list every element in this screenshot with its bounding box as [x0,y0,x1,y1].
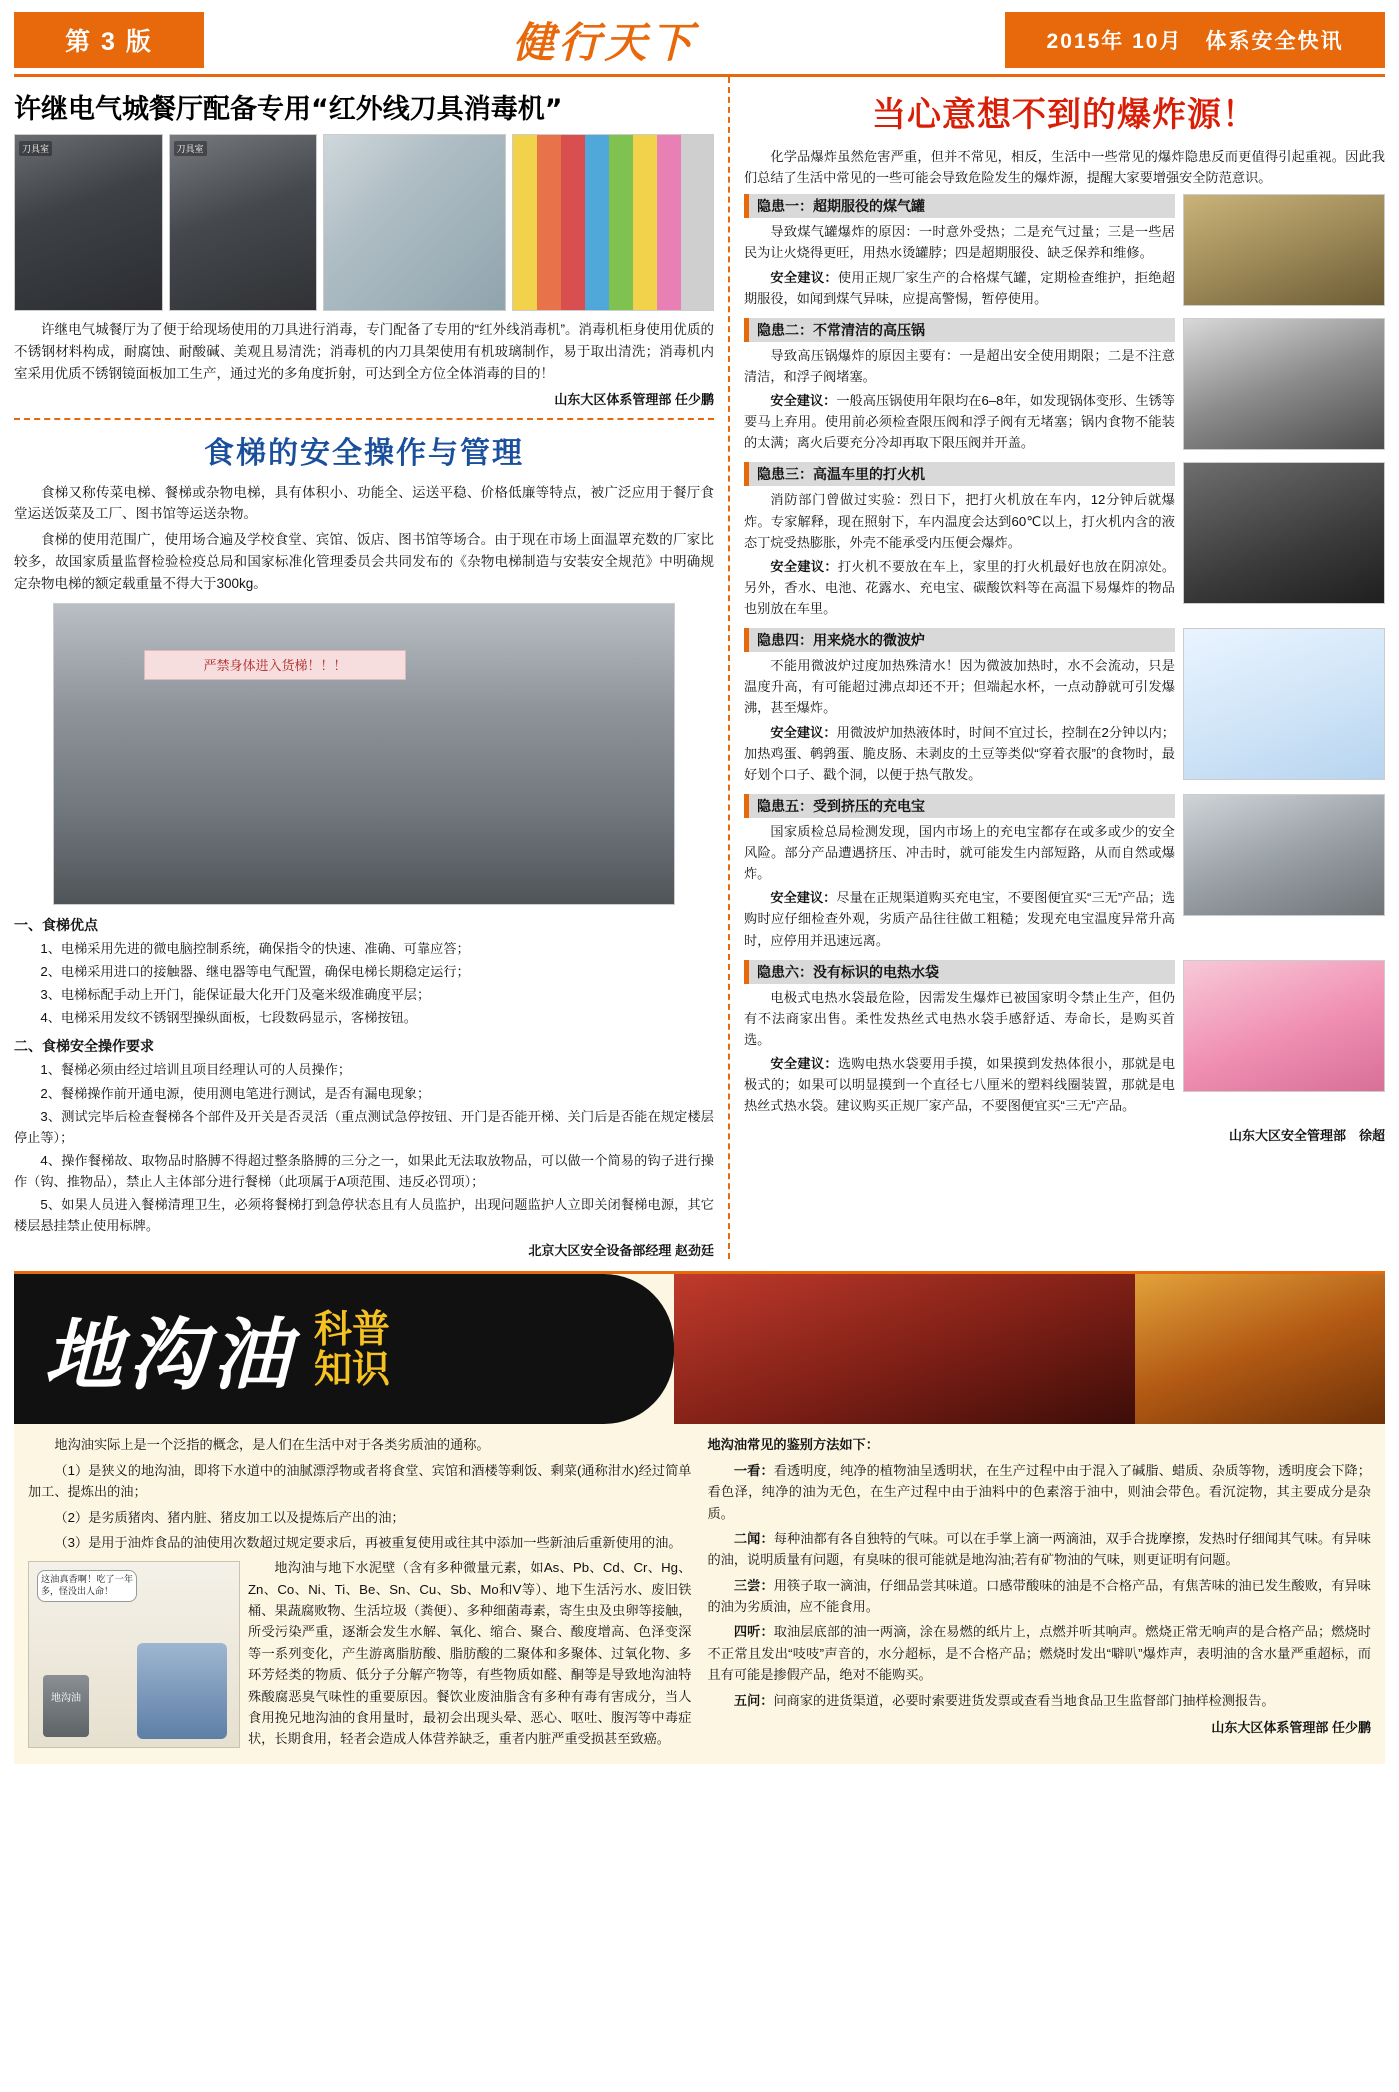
cartoon-oil-barrel: 地沟油 [43,1675,89,1737]
hazard-advice-text: 使用正规厂家生产的合格煤气罐，定期检查维护，拒绝超期服役，如闻到煤气异味，应提高警惕，暂停使用。 [744,269,1176,306]
elevator-section1-title: 一、食梯优点 [14,916,98,933]
oil-identify-item [708,1621,1372,1685]
knife-sterilizer-photo-3 [323,134,506,311]
publication-logo: 健行天下 [512,18,697,67]
knife-article-signature: 山东大区体系管理部 任少鹏 [554,391,714,407]
elevator-section1-list [14,938,714,1029]
hazard-advice-text: 尽量在正规渠道购买充电宝，不要图便宜买“三无”产品；选购时应仔细检查外观，劣质产品往往做工粗糙；发现充电宝温度异常升高时，应停用并迅速远离。 [744,890,1176,948]
masthead-logo-area [204,12,1005,68]
list-item: 2、电梯采用进口的接触器、继电器等电气配置，确保电梯长期稳定运行； [40,964,470,979]
hazard-title: 隐患六：没有标识的电热水袋 [744,960,1175,984]
hazard-advice-label: 安全建议： [770,890,837,906]
explosion-intro [744,146,1385,188]
elevator-article-signature: 北京大区安全设备部经理 赵劲廷 [528,1243,714,1259]
cartoon-speech-bubble: 这油真香啊！吃了一年多，怪没出人命！ [37,1570,137,1601]
food-elevator-photo [53,603,675,905]
hazard-block [744,194,1385,312]
hazard-advice-label: 安全建议： [770,269,838,285]
identify-text: 每种油都有各自独特的气味。可以在手掌上滴一两滴油，双手合拢摩擦，发热时仔细闻其气味。有异味的油，说明质量有问题，有臭味的很可能就是地沟油;若有矿物油的气味，则更证明有问题。 [707,1530,1371,1568]
hazard-advice [744,887,1175,950]
condiment-bottles-photo [512,134,714,311]
oil-title-small [314,1306,391,1392]
list-item: 1、餐梯必须由经过培训且项目经理认可的人员操作； [40,1062,352,1078]
list-item: 3、测试完毕后检查餐梯各个部件及开关是否灵活（重点测试急停按钮、开门是否能开梯、关门后是否能在规定楼层停止等）； [14,1108,714,1145]
identify-lead: 一看： [733,1462,774,1478]
power-bank-photo [1183,794,1385,916]
hazard-advice-text: 用微波炉加热液体时，时间不宜过长，控制在2分钟以内；加热鸡蛋、鹌鹑蛋、脆皮肠、未剥皮的土豆等类似“穿着衣服”的食物时，最好划个口子、戳个洞，以便于热气散发。 [744,724,1175,782]
oil-title-small-line2: 知识 [314,1346,391,1392]
hazard-block [744,318,1385,457]
hazard-body [744,987,1175,1117]
explosion-intro-paragraph: 化学品爆炸虽然危害严重，但并不常见，相反，生活中一些常见的爆炸隐患反而更值得引起重视。因此我们总结了生活中常见的一些可能会导致危险发生的爆炸源，提醒大家要增强安全防范意识。 [744,149,1385,186]
identify-text: 看透明度，纯净的植物油呈透明状，在生产过程中由于混入了碱脂、蜡质、杂质等物，透明度会下降；看色泽，纯净的油为无色，在生产过程中由于油料中的色素溶于油中，则油会带色。看沉淀物，其主要成分是杂质。 [707,1462,1371,1521]
hazard-body [744,345,1175,454]
oil-banner [14,1274,1385,1424]
hazard-advice [744,722,1175,785]
elevator-intro [14,482,714,595]
knife-sterilizer-photo-2 [169,134,318,311]
identify-lead: 五问： [733,1692,774,1708]
issue-label: 2015年 10月 体系安全快讯 [1005,12,1385,68]
hazard-cause: 消防部门曾做过实验：烈日下，把打火机放在车内，12分钟后就爆炸。专家解释，现在照射下，车内温度会达到60℃以上，打火机内含的液态丁烷受热膨胀，外壳不能承受内压便会爆炸。 [744,492,1175,550]
section-divider [14,418,714,420]
cartoon-inspectors [137,1643,227,1739]
explosion-article-headline: 当心意想不到的爆炸源！ [872,95,1257,135]
hazard-cause: 导致煤气罐爆炸的原因：一时意外受热；二是充气过量；三是一些居民为让火烧得更旺，用热水烫罐脖；四是超期服役、缺乏保养和维修。 [744,224,1175,261]
oil-pouring-photo [1135,1274,1385,1424]
knife-article-paragraph: 许继电气城餐厅为了便于给现场使用的刀具进行消毒，专门配备了专用的“红外线消毒机”。消毒机柜身使用优质的不锈钢材料构成，耐腐蚀、耐酸碱、美观且易清洗；消毒机的内刀具架使用有机玻璃制作，易于取出清洗；消毒机内室采用优质不锈钢镜面板加工生产，通过光的多角度折射，可达到全方位全体消毒的目的！ [14,322,714,381]
elevator-warning-sign: 严禁身体进入货梯！！！ [144,650,406,680]
elevator-intro-2: 食梯的使用范围广，使用场合遍及学校食堂、宾馆、饭店、图书馆等场合。由于现在市场上面温罩充数的厂家比较多，故国家质量监督检验检疫总局和国家标准化管理委员会共同发布的《杂物电梯制造与安装安全规范》中明确规定杂物电梯的额定载重量不得大于300kg。 [14,532,714,592]
oil-identify-item [708,1575,1372,1618]
hazard-cause: 电极式电热水袋最危险，因需发生爆炸已被国家明令禁止生产，但仍有不法商家出售。柔性发热丝式电热水袋手感舒适、寿命长，是购买首选。 [744,989,1175,1047]
photo-caption: 刀具室 [19,141,52,156]
hazard-block [744,462,1385,622]
pressure-cooker-photo [1183,318,1385,450]
hazard-advice [744,390,1175,453]
elevator-article-title: 食梯的安全操作与管理 [204,435,524,471]
car-dashboard-photo [1183,462,1385,604]
identify-text: 用筷子取一滴油，仔细品尝其味道。口感带酸味的油是不合格产品，有焦苦味的油已发生酸败，有异味的油为劣质油，应不能食用。 [707,1577,1371,1614]
masthead [14,12,1385,68]
hazard-advice-label: 安全建议： [770,724,837,740]
hazard-title: 隐患四：用来烧水的微波炉 [744,628,1175,652]
hazard-text [744,960,1175,1120]
oil-identify-item [708,1528,1372,1571]
hazard-body [744,489,1175,619]
oil-identify-item [708,1460,1372,1524]
explosion-article-signature: 山东大区安全管理部 徐超 [1228,1128,1385,1144]
oil-cans-photo [674,1274,1135,1424]
hazard-cause: 不能用微波炉过度加热殊清水！因为微波加热时，水不会流动，只是温度升高，有可能超过沸点却还不开；但端起水杯，一点动静就可引发爆沸，甚至爆炸。 [744,658,1175,716]
list-item: 3、电梯标配手动上开门，能保证最大化开门及毫米级准确度平层； [40,987,431,1003]
list-item: 4、电梯采用发纹不锈钢型操纵面板，七段数码显示，客梯按钮。 [40,1010,417,1026]
hot-water-bag-photo [1183,960,1385,1092]
left-column [14,77,714,1259]
hazard-advice-label: 安全建议： [770,1056,838,1071]
gas-cylinder-photo [1183,194,1385,306]
hazard-block [744,628,1385,788]
microwave-cartoon [1183,628,1385,780]
hazard-body [744,655,1175,785]
list-item: 4、操作餐梯故、取物品时胳膊不得超过整条胳膊的三分之一，如果此无法取放物品，可以做一个简易的钩子进行操作（钩、推物品），禁止人主体部分进行餐梯（此项属于A项范围、违反必罚项）； [14,1152,714,1189]
hazard-cause: 导致高压锅爆炸的原因主要有：一是超出安全使用期限；二是不注意清洁，和浮子阀堵塞。 [744,347,1175,384]
list-item: 2、餐梯操作前开通电源，使用测电笔进行测试，是否有漏电现象； [40,1085,431,1101]
hazard-title: 隐患五：受到挤压的充电宝 [744,794,1175,818]
oil-section [14,1271,1385,1763]
edition-label: 第 3 版 [14,12,204,68]
identify-lead: 二闻： [733,1530,774,1546]
right-column [728,77,1385,1259]
hazard-advice [744,556,1175,619]
hazard-cause: 国家质检总局检测发现，国内市场上的充电宝都存在或多或少的安全风险。部分产品遭遇挤压、冲击时，就可能发生内部短路，从而自然或爆炸。 [744,823,1175,882]
identify-text: 取油层底部的油一两滴，涂在易燃的纸片上，点燃并听其响声。燃烧正常无响声的是合格产品；燃烧时不正常且发出“吱吱”声音的，水分超标，是不合格产品；燃烧时发出“噼叭”爆炸声，表明油的含水量严重超标，而且有可能是掺假产品，绝对不能购买。 [707,1624,1371,1683]
hazard-advice-text: 选购电热水袋要用手摸，如果摸到发热体很小，那就是电极式的；如果可以明显摸到一个直径七八厘米的塑料线圈装置，那就是电热丝式热水袋。建议购买正规厂家产品，不要图便宜买“三无”产品。 [744,1056,1176,1114]
hazard-block [744,794,1385,954]
oil-paragraph: 地沟油与地下水泥壁（含有多种微量元素，如As、Pb、Cd、Cr、Hg、Zn、Co、Ni、Ti、Be、Sn、Cu、Sb、Mo和V等）、地下生活污水、废旧铁桶、果蔬腐败物、生活垃圾（粪便）、多种细菌毒素，寄生虫及虫卵等接触，所受污染严重，逐渐会发生水解、氧化、缩合、聚合、酸度增高、色泽变深等一系列变化，产生游离脂肪酸、脂肪酸的二聚体和多聚体、过氧化物、多环芳烃类的物质、低分子分解产物等，有些物质如醛、酮等是导致地沟油特殊酸腐恶臭气味性的重要原因。餐饮业废油脂含有多种有毒有害成分，当人食用挽兄地沟油的食用量时，最初会出现头晕、恶心、呕吐、腹泻等中毒症状，长期食用，轻者会造成人体营养缺乏，重者内脏严重受损甚至致癌。 [248,1560,692,1747]
hazard-body [744,221,1175,309]
oil-identify-item [708,1690,1372,1711]
oil-title-block [14,1274,674,1424]
newspaper-page [0,12,1399,2092]
oil-paragraph: 地沟油实际上是一个泛指的概念，是人们在生活中对于各类劣质油的通称。 [54,1437,490,1453]
elevator-intro-1: 食梯又称传菜电梯、餐梯或杂物电梯，具有体积小、功能全、运送平稳、价格低廉等特点，被广泛应用于餐厅食堂运送饭菜及工厂、图书馆等运送杂物。 [14,484,714,522]
identify-text: 问商家的进货渠道，必要时索要进货发票或查看当地食品卫生监督部门抽样检测报告。 [773,1692,1275,1708]
oil-title-small-line1: 科普 [314,1306,391,1352]
hazard-body [744,821,1175,951]
knife-article-body [14,319,714,385]
identify-lead: 四听： [733,1624,774,1640]
hazard-advice-text: 打火机不要放在车上，家里的打火机最好也放在阴凉处。另外，香水、电池、花露水、充电宝、碳酸饮料等在高温下易爆炸的物品也别放在车里。 [744,558,1176,616]
oil-paragraph: （1）是狭义的地沟油，即将下水道中的油腻漂浮物或者将食堂、宾馆和酒楼等剩饭、剩菜(通称泔水)经过简单加工、提炼出的油； [28,1462,692,1500]
hazard-advice-label: 安全建议： [770,393,837,408]
hazard-advice [744,1053,1175,1116]
oil-paragraph: （2）是劣质猪肉、猪内脏、猪皮加工以及提炼后产出的油； [54,1509,405,1525]
knife-article-headline: 许继电气城餐厅配备专用“红外线刀具消毒机” [14,94,563,125]
elevator-section2-title: 二、食梯安全操作要求 [14,1038,154,1055]
photo-caption: 刀具室 [174,141,207,156]
hazard-block [744,960,1385,1120]
hazard-text [744,318,1175,457]
knife-sterilizer-photo-1 [14,134,163,311]
hazard-advice-label: 安全建议： [770,558,838,574]
list-item: 1、电梯采用先进的微电脑控制系统，确保指令的快速、准确、可靠应答； [40,940,470,956]
list-item: 5、如果人员进入餐梯清理卫生，必须将餐梯打到急停状态且有人员监护，出现问题监护人立即关闭餐梯电源，其它楼层悬挂禁止使用标牌。 [14,1197,714,1234]
hazard-title: 隐患三：高温车里的打火机 [744,462,1175,486]
hazard-title: 隐患一：超期服役的煤气罐 [744,194,1175,218]
oil-article-signature: 山东大区体系管理部 任少鹏 [1211,1719,1371,1735]
oil-right-column [708,1434,1372,1753]
oil-paragraph: （3）是用于油炸食品的油使用次数超过规定要求后，再被重复使用或往其中添加一些新油后重新使用的油。 [54,1534,682,1550]
hazard-advice-text: 一般高压锅使用年限均在6–8年，如发现锅体变形、生锈等要马上弃用。使用前必须检查限压阀和浮子阀有无堵塞；锅内食物不能装的太满；离火后要充分冷却再取下限压阀并开盖。 [744,393,1175,451]
elevator-section2-list [14,1059,714,1236]
oil-identify-title: 地沟油常见的鉴别方法如下： [707,1437,879,1453]
identify-lead: 三尝： [733,1577,774,1593]
hazard-text [744,794,1175,954]
main-content [14,77,1385,1259]
oil-cartoon-illustration [28,1561,240,1748]
hazard-title: 隐患二：不常清洁的高压锅 [744,318,1175,342]
hazard-advice [744,267,1175,309]
hazard-text [744,462,1175,622]
oil-left-column [28,1434,692,1753]
oil-body-columns [14,1424,1385,1753]
hazard-text [744,628,1175,788]
knife-photo-row [14,134,714,311]
oil-title-big: 地沟油 [44,1310,297,1402]
hazard-text [744,194,1175,312]
